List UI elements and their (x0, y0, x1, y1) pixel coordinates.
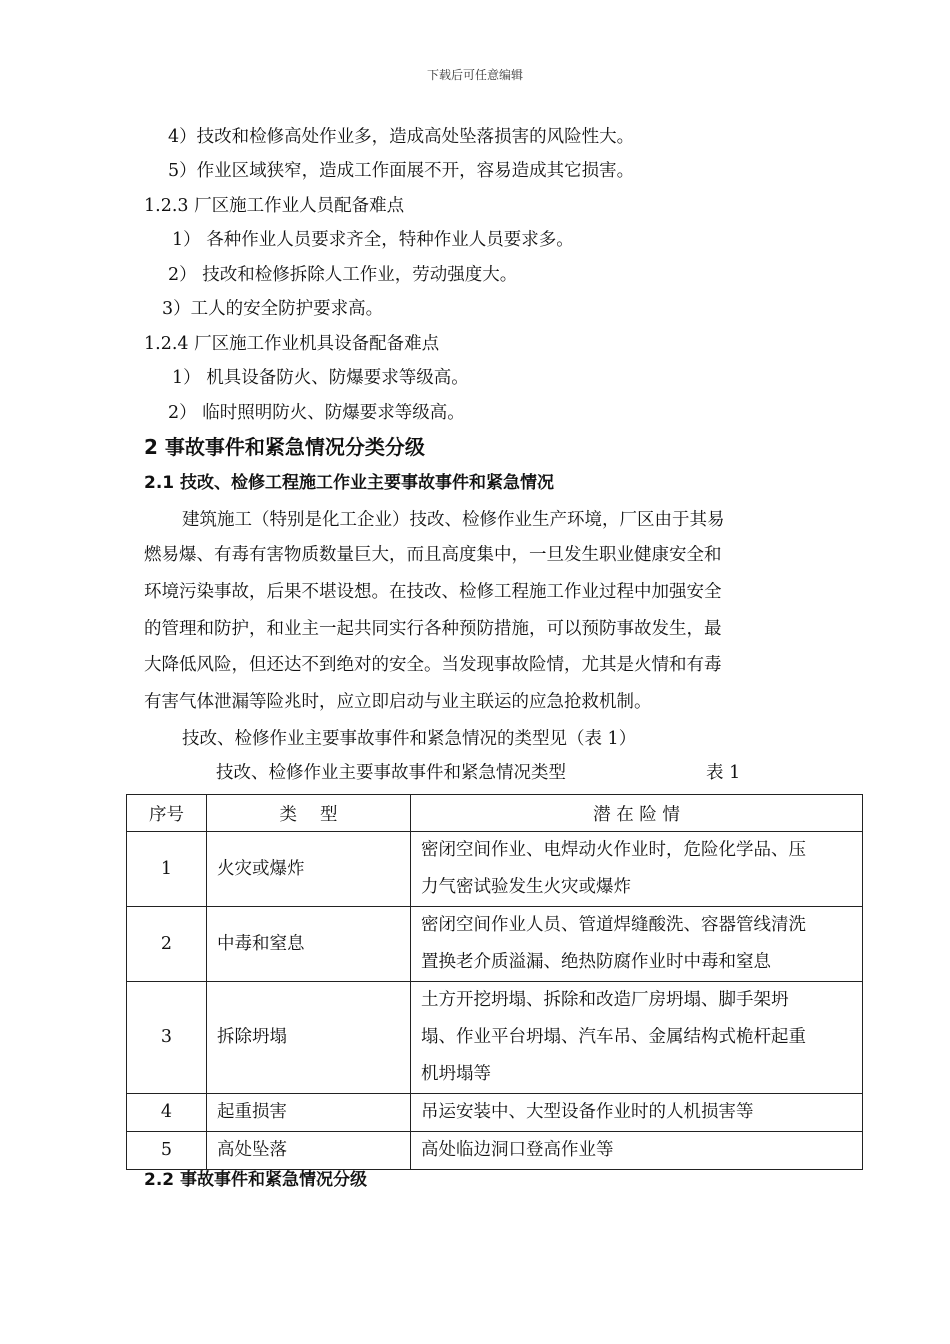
paragraph-line: 环境污染事故，后果不堪设想。在技改、检修工程施工作业过程中加强安全 (144, 582, 722, 602)
row-type: 起重损害 (207, 1094, 411, 1132)
row-no: 4 (127, 1094, 207, 1132)
list-item: 1） 机具设备防火、防爆要求等级高。 (172, 368, 469, 388)
risk-line: 机坍塌等 (421, 1064, 491, 1084)
list-item: 5）作业区域狭窄，造成工作面展不开，容易造成其它损害。 (168, 161, 635, 181)
header-type: 类 型 (207, 795, 411, 832)
row-no: 2 (127, 907, 207, 982)
list-item: 3）工人的安全防护要求高。 (162, 299, 384, 319)
header-risk: 潜 在 险 情 (411, 795, 863, 832)
list-item: 1） 各种作业人员要求齐全，特种作业人员要求多。 (172, 230, 574, 250)
row-risk (411, 907, 863, 982)
table-row (127, 1132, 863, 1170)
row-type: 拆除坍塌 (207, 982, 411, 1094)
page-header: 下载后可任意编辑 (426, 68, 523, 82)
row-risk: 高处临边洞口登高作业等 (411, 1132, 863, 1170)
row-risk: 吊运安装中、大型设备作业时的人机损害等 (411, 1094, 863, 1132)
table-header-row (127, 795, 863, 832)
table-row (127, 982, 863, 1094)
subsection-heading: 2.2 事故事件和紧急情况分级 (144, 1170, 368, 1190)
row-type: 高处坠落 (207, 1132, 411, 1170)
subsection-heading: 2.1 技改、检修工程施工作业主要事故事件和紧急情况 (144, 473, 555, 493)
paragraph-line: 有害气体泄漏等险兆时，应立即启动与业主联运的应急抢救机制。 (144, 692, 652, 712)
row-no: 3 (127, 982, 207, 1094)
section-heading: 2 事故事件和紧急情况分类分级 (144, 435, 425, 459)
risk-line: 密闭空间作业、电焊动火作业时，危险化学品、压 (421, 840, 806, 860)
table-label: 表 1 (706, 763, 741, 783)
subsection-heading: 1.2.4 厂区施工作业机具设备配备难点 (144, 334, 440, 354)
row-no: 1 (127, 832, 207, 907)
risk-line: 力气密试验发生火灾或爆炸 (421, 877, 631, 897)
paragraph-line: 建筑施工（特别是化工企业）技改、检修作业生产环境，厂区由于其易 (182, 510, 725, 530)
list-item: 2） 临时照明防火、防爆要求等级高。 (168, 403, 465, 423)
risk-line: 土方开挖坍塌、拆除和改造厂房坍塌、脚手架坍 (421, 990, 789, 1010)
paragraph-line: 大降低风险，但还达不到绝对的安全。当发现事故险情，尤其是火情和有毒 (144, 655, 722, 675)
risk-line: 置换老介质溢漏、绝热防腐作业时中毒和窒息 (421, 952, 771, 972)
paragraph-line: 的管理和防护，和业主一起共同实行各种预防措施，可以预防事故发生，最 (144, 619, 722, 639)
row-risk (411, 982, 863, 1094)
row-type: 中毒和窒息 (207, 907, 411, 982)
risk-table (126, 794, 863, 1170)
table-row (127, 832, 863, 907)
paragraph-line: 燃易爆、有毒有害物质数量巨大，而且高度集中，一旦发生职业健康安全和 (144, 545, 722, 565)
subsection-heading: 1.2.3 厂区施工作业人员配备难点 (144, 196, 405, 216)
paragraph-line: 技改、检修作业主要事故事件和紧急情况的类型见（表 1） (182, 729, 637, 749)
list-item: 4）技改和检修高处作业多，造成高处坠落损害的风险性大。 (168, 127, 635, 147)
table-row (127, 1094, 863, 1132)
risk-line: 塌、作业平台坍塌、汽车吊、金属结构式桅杆起重 (421, 1027, 806, 1047)
row-type: 火灾或爆炸 (207, 832, 411, 907)
header-no: 序号 (127, 795, 207, 832)
list-item: 2） 技改和检修拆除人工作业，劳动强度大。 (168, 265, 518, 285)
risk-line: 密闭空间作业人员、管道焊缝酸洗、容器管线清洗 (421, 915, 806, 935)
row-risk (411, 832, 863, 907)
table-row (127, 907, 863, 982)
table-caption: 技改、检修作业主要事故事件和紧急情况类型 (216, 763, 566, 783)
row-no: 5 (127, 1132, 207, 1170)
